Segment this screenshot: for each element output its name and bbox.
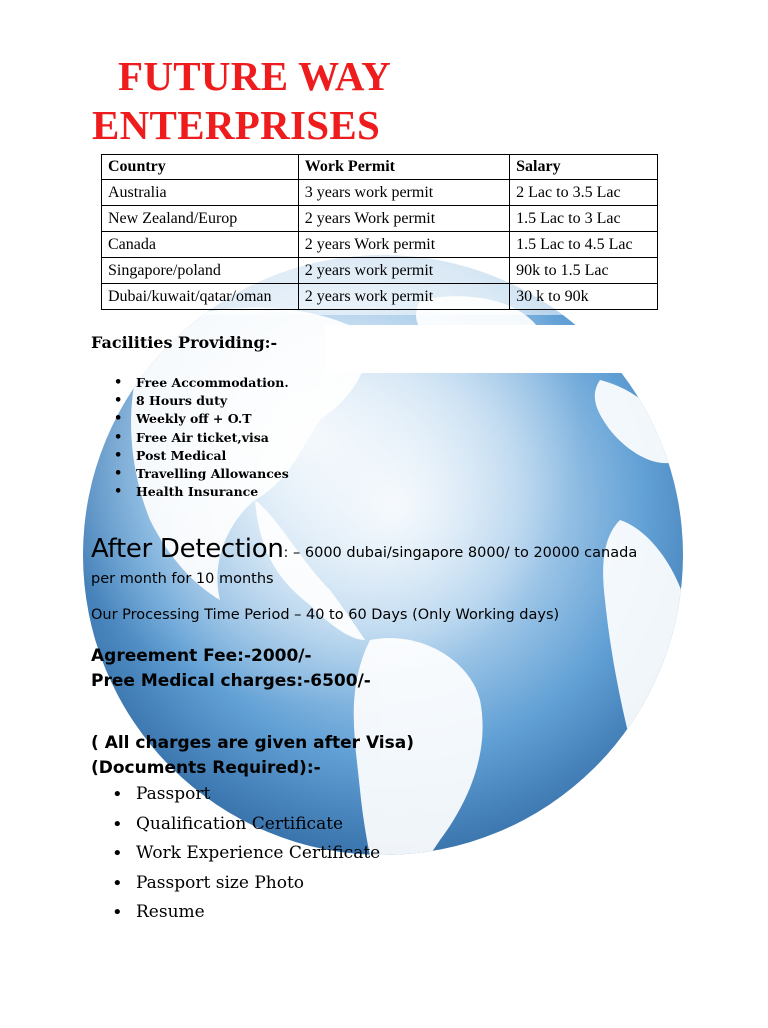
table-row <box>102 258 658 284</box>
salary-cell: 1.5 Lac to 3 Lac <box>510 206 658 232</box>
facilities-heading: Facilities Providing:- <box>91 333 278 352</box>
title-line-1: FUTURE WAY <box>118 53 391 99</box>
table-header-row <box>102 155 658 180</box>
work-permit-cell: 2 years Work permit <box>298 232 509 258</box>
after-detection-section <box>91 534 691 587</box>
documents-list <box>112 780 380 928</box>
table-row <box>102 284 658 310</box>
column-header-work-permit: Work Permit <box>298 155 509 180</box>
country-cell: New Zealand/Europ <box>102 206 299 232</box>
title-line-2: ENTERPRISES <box>92 102 381 148</box>
column-header-salary: Salary <box>510 155 658 180</box>
work-permit-cell: 2 years work permit <box>298 258 509 284</box>
country-cell: Singapore/poland <box>102 258 299 284</box>
list-item: • Qualification Certificate <box>112 810 380 840</box>
table-row <box>102 232 658 258</box>
work-permit-cell: 2 years work permit <box>298 284 509 310</box>
salary-cell: 90k to 1.5 Lac <box>510 258 658 284</box>
table-row <box>102 206 658 232</box>
work-permit-table <box>101 154 658 310</box>
charges-note: ( All charges are given after Visa) <box>91 733 414 753</box>
list-item: • Travelling Allowances <box>112 465 289 483</box>
list-item: • Passport <box>112 780 380 810</box>
country-cell: Dubai/kuwait/qatar/oman <box>102 284 299 310</box>
company-title <box>92 52 692 150</box>
processing-time: Our Processing Time Period – 40 to 60 Days (Only Working days) <box>91 607 560 623</box>
column-header-country: Country <box>102 155 299 180</box>
after-detection-text-line2: per month for 10 months <box>91 571 274 587</box>
work-permit-cell: 2 years Work permit <box>298 206 509 232</box>
list-item: • Health Insurance <box>112 483 289 501</box>
list-item: • 8 Hours duty <box>112 392 289 410</box>
facilities-list <box>112 374 289 501</box>
table-row <box>102 180 658 206</box>
list-item: • Free Air ticket,visa <box>112 429 289 447</box>
salary-cell: 2 Lac to 3.5 Lac <box>510 180 658 206</box>
medical-charges: Pree Medical charges:-6500/- <box>91 671 371 691</box>
list-item: • Resume <box>112 898 380 928</box>
work-permit-cell: 3 years work permit <box>298 180 509 206</box>
list-item: • Weekly off + O.T <box>112 410 289 428</box>
documents-heading: (Documents Required):- <box>91 758 321 778</box>
agreement-fee: Agreement Fee:-2000/- <box>91 646 312 666</box>
salary-cell: 30 k to 90k <box>510 284 658 310</box>
list-item: • Free Accommodation. <box>112 374 289 392</box>
list-item: • Work Experience Certificate <box>112 839 380 869</box>
after-detection-text: : – 6000 dubai/singapore 8000/ to 20000 canada <box>283 545 638 561</box>
list-item: • Post Medical <box>112 447 289 465</box>
after-detection-label: After Detection <box>91 534 284 564</box>
country-cell: Canada <box>102 232 299 258</box>
country-cell: Australia <box>102 180 299 206</box>
list-item: • Passport size Photo <box>112 869 380 899</box>
salary-cell: 1.5 Lac to 4.5 Lac <box>510 232 658 258</box>
